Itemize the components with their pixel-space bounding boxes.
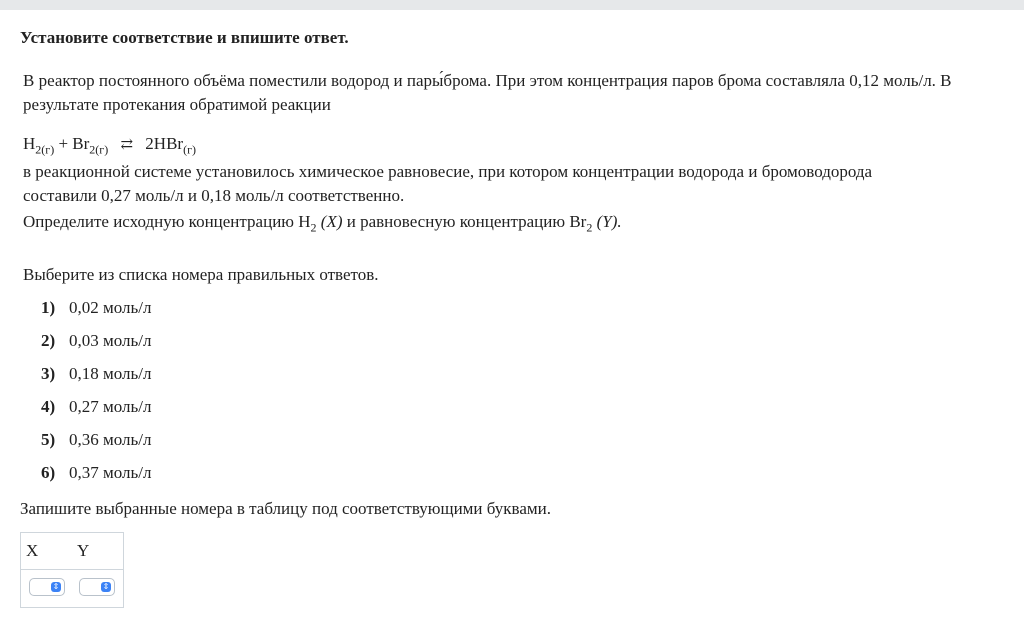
select-y[interactable] bbox=[79, 578, 115, 596]
question-x-var: (X) bbox=[320, 212, 343, 231]
task-instruction: Установите соответствие и впишите ответ. bbox=[20, 28, 349, 47]
option-text: 0,18 моль/л bbox=[69, 364, 152, 383]
eq-product-sub: (г) bbox=[183, 142, 196, 157]
select-x[interactable] bbox=[29, 578, 65, 596]
option-number: 6) bbox=[41, 463, 56, 482]
option-text: 0,27 моль/л bbox=[69, 397, 152, 416]
table-prompt: Запишите выбранные номера в таблицу под соответствующими буквами. bbox=[20, 499, 551, 518]
reaction-equation bbox=[23, 134, 196, 157]
question-part-b: и равновесную концентрацию bbox=[346, 212, 566, 231]
equilibrium-arrow-icon: ⇄ bbox=[120, 137, 134, 153]
choose-prompt: Выберите из списка номера правильных ответов. bbox=[23, 265, 379, 284]
chevron-updown-icon: ⇕ bbox=[102, 582, 110, 591]
eq-br: Br bbox=[72, 134, 90, 153]
problem-text-2a: в реакционной системе установилось химическое равновесие, при котором концентрации водорода и бромоводорода bbox=[23, 162, 873, 181]
question-h-sub: 2 bbox=[310, 220, 317, 235]
question-br: Br bbox=[569, 212, 587, 231]
question-br-sub: 2 bbox=[586, 220, 593, 235]
question-y-var: (Y). bbox=[596, 212, 622, 231]
options-list bbox=[41, 298, 151, 496]
option-text: 0,37 моль/л bbox=[69, 463, 152, 482]
eq-product: 2HBr bbox=[145, 134, 184, 153]
option-number: 3) bbox=[41, 364, 56, 383]
problem-text-2b: составили 0,27 моль/л и 0,18 моль/л соответственно. bbox=[23, 186, 405, 205]
eq-plus: + bbox=[58, 134, 69, 153]
option-item bbox=[41, 463, 151, 496]
option-item bbox=[41, 331, 151, 364]
column-header-x: X bbox=[26, 541, 39, 560]
option-item bbox=[41, 364, 151, 397]
eq-h-sub: 2(г) bbox=[35, 142, 55, 157]
option-item bbox=[41, 430, 151, 463]
question-h: H bbox=[298, 212, 311, 231]
problem-text-2 bbox=[23, 160, 996, 208]
option-text: 0,36 моль/л bbox=[69, 430, 152, 449]
eq-h: H bbox=[23, 134, 36, 153]
eq-br-sub: 2(г) bbox=[89, 142, 109, 157]
question-part-a: Определите исходную концентрацию bbox=[23, 212, 294, 231]
question-text bbox=[23, 210, 1003, 239]
option-number: 4) bbox=[41, 397, 56, 416]
problem-text-1: В реактор постоянного объёма поместили водород и пары́брома. При этом концентрация паров брома составляла 0,12 моль/л. В результате протекания обратимой реакции bbox=[23, 71, 952, 114]
option-item bbox=[41, 397, 151, 430]
option-number: 1) bbox=[41, 298, 56, 317]
option-text: 0,02 моль/л bbox=[69, 298, 152, 317]
chevron-updown-icon: ⇕ bbox=[52, 582, 60, 591]
column-header-y: Y bbox=[77, 541, 90, 560]
top-bar bbox=[0, 0, 1024, 10]
answer-table bbox=[20, 532, 124, 608]
option-text: 0,03 моль/л bbox=[69, 331, 152, 350]
answer-table-header-row bbox=[21, 533, 123, 570]
option-number: 2) bbox=[41, 331, 56, 350]
option-item bbox=[41, 298, 151, 331]
option-number: 5) bbox=[41, 430, 56, 449]
